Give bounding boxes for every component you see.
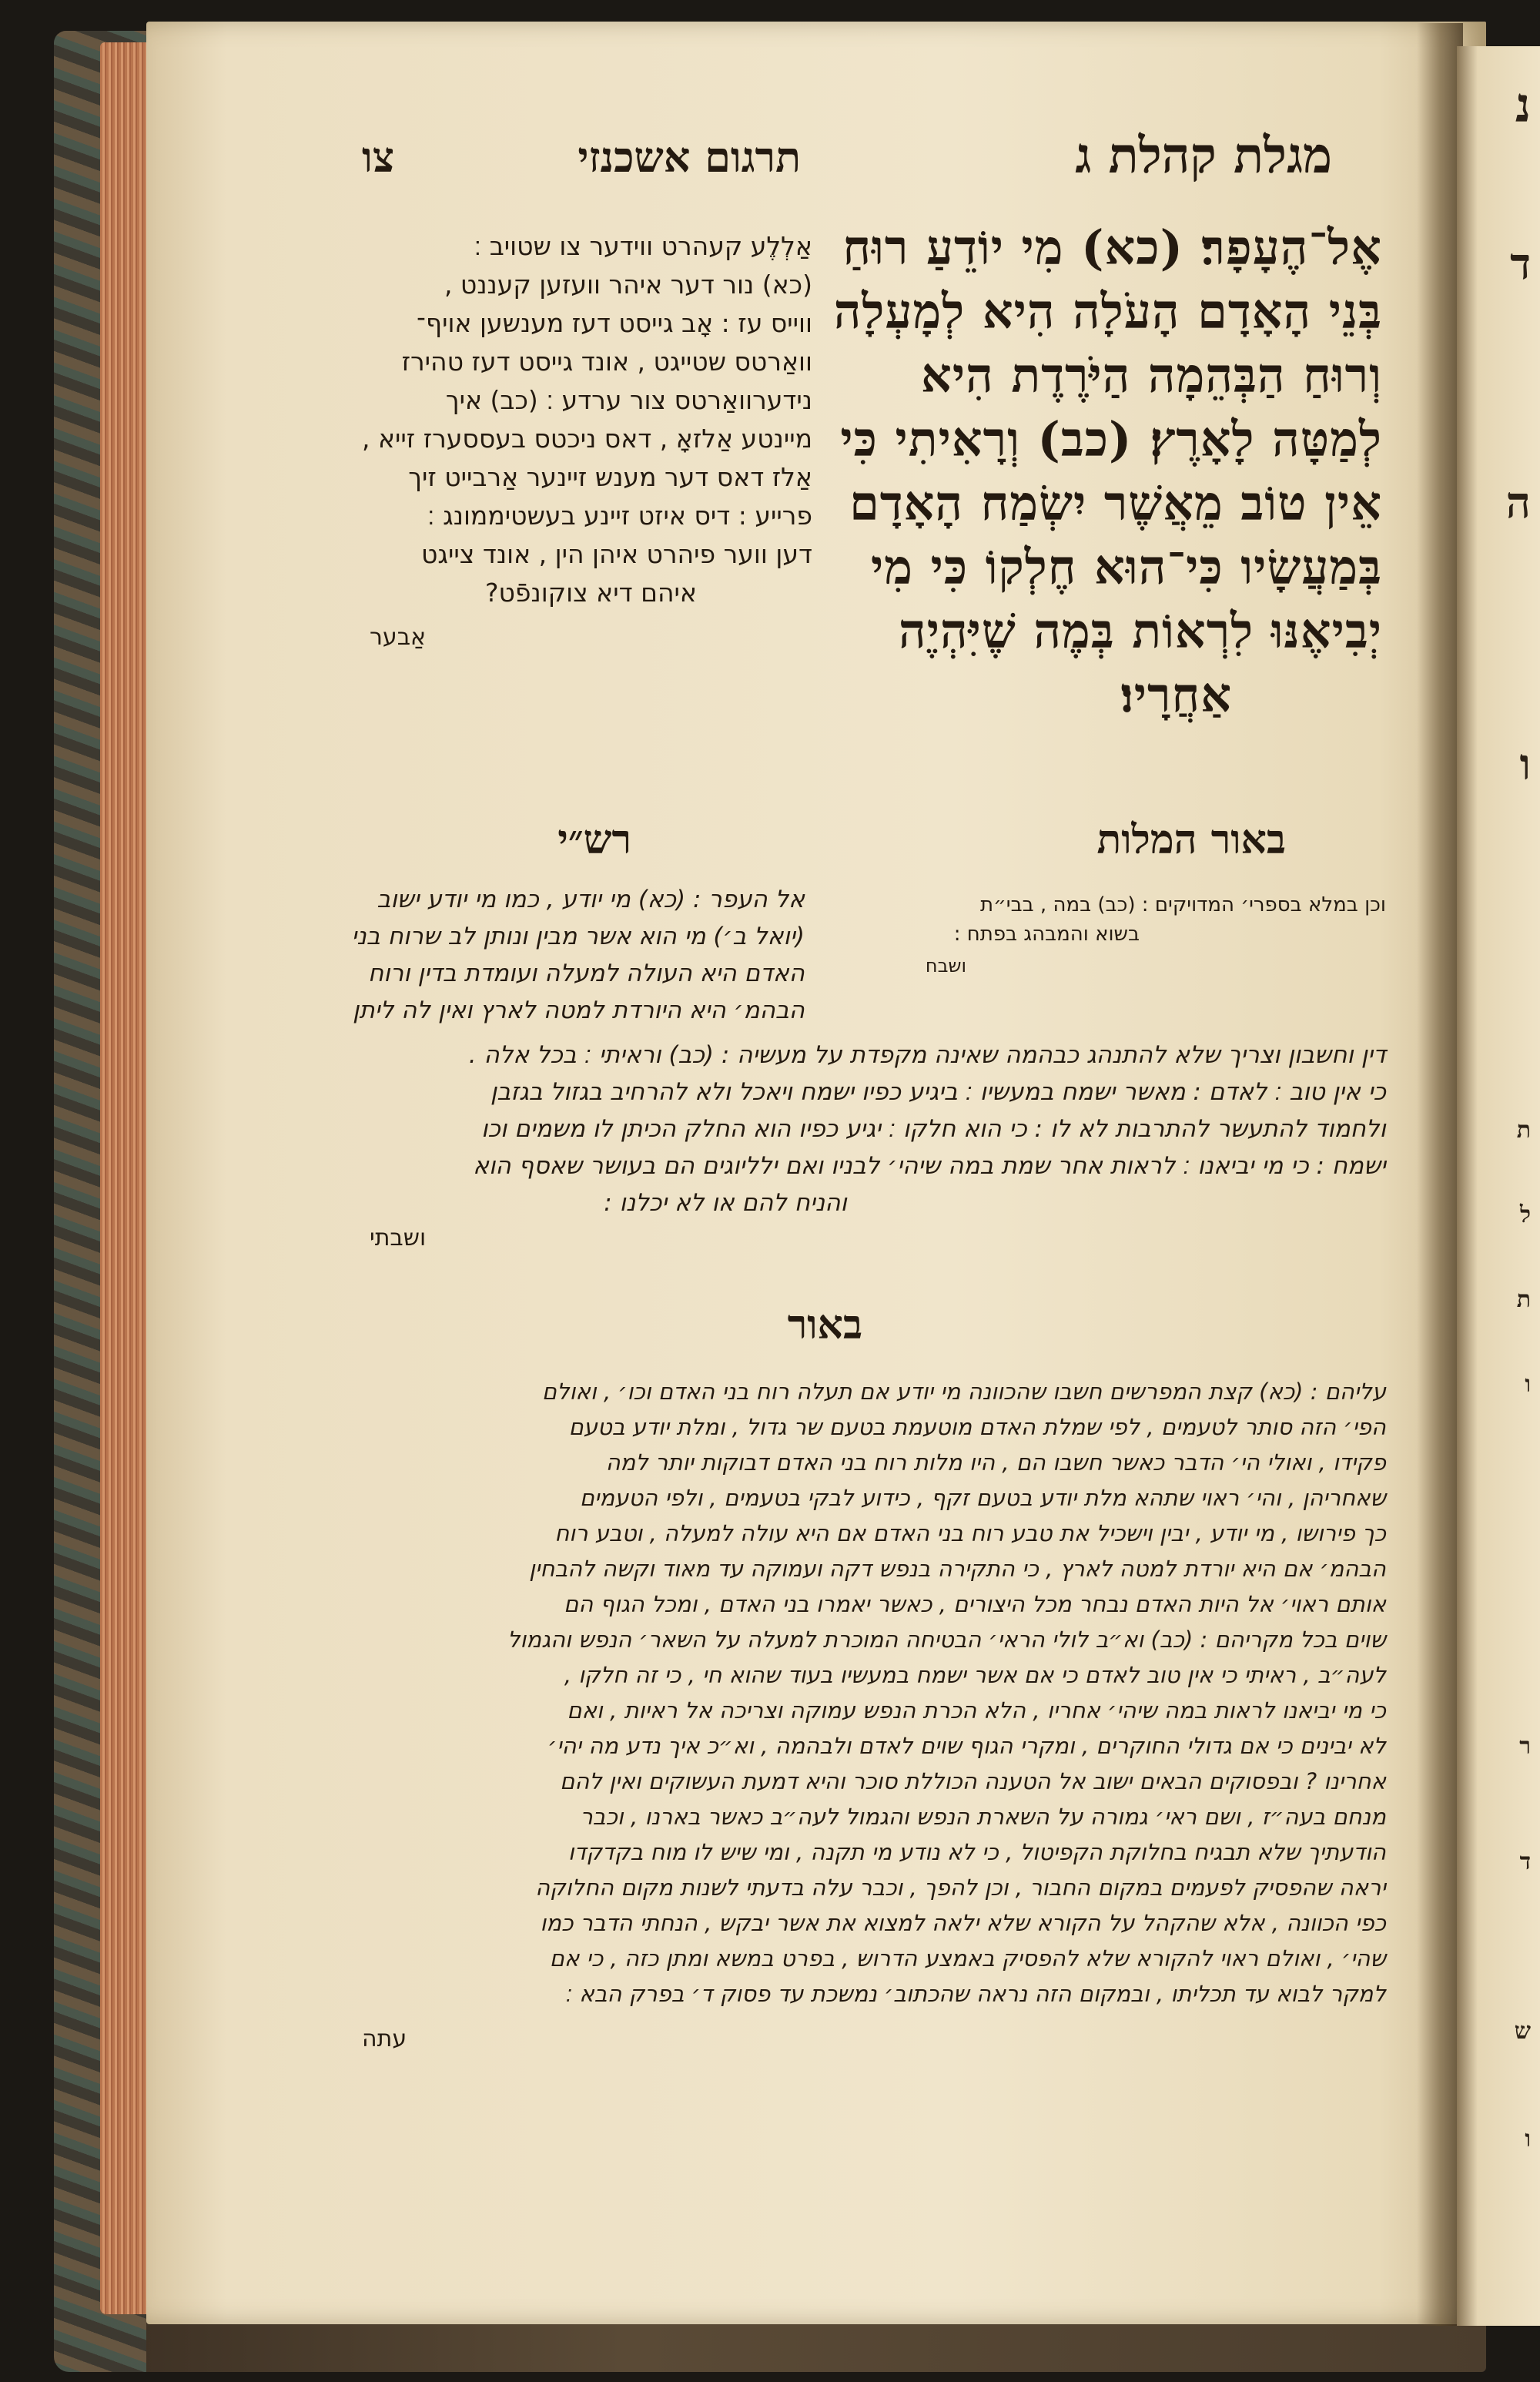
next-page-glyph: ו [1525,1371,1531,1398]
next-page-glyph: ו [1519,739,1531,790]
rashi-line: האדם היא העולה למעלה ועומדת בדין ורוח [368,960,805,987]
biur-line: יראה שהפסיק לפעמים במקום החבור , וכן להפך , וכבר עלה בדעתי לשנות מקום החלוקה [535,1874,1386,1901]
translation-line: מיינטע אַלזאָ , דאס ניכטס בעססערז זייא , [361,424,812,454]
next-page-glyph: ו [1525,2126,1531,2153]
main-text-line: אֵין טוֹב מֵאֲשֶׁר יִשְׂמַח הָאָדָם [849,475,1382,531]
biur-line: הבהמ׳ אם היא יורדת למטה לארץ , כי התקירה בנפש דקה ועמוקה עד מאוד וקשה להבחין [529,1556,1386,1582]
rashi-full-line: דין וחשבון וצריך שלא להתנהג כבהמה שאינה מקפדת על מעשיה : (כב) וראיתי ׃ בכל אלה . [468,1041,1386,1069]
rashi-full-line: כי אין טוב ׃ לאדם : מאשר ישמח במעשיו ׃ ביגיע כפיו ישמח ויאכל ולא להרחיב בגזול בגזבן [490,1078,1386,1106]
main-text-line: אַחֲרָיו׃ [1120,667,1232,723]
biur-line: שאחריהן , והי׳ ראוי שתהא מלת יודע בטעם זקף , כידוע לבקי בטעמים , ולפי הטעמים [579,1485,1386,1511]
biur-hamilot-line: בשוא והמבהג בפתח : [953,923,1140,946]
translation-line: וואַרטס שטייגט , אונד גייסט דעז טהירז [401,347,812,377]
biur-line: מנחם בעה״ז , ושם ראי׳ גמורה על השארת הנפש והגמול לעה״ב כאשר בארנו , וכבר [580,1804,1386,1830]
biur-line: הפי׳ הזה סותר לטעמים , לפי שמלת האדם מוטעמת בטעם שר גדול , ומלת יודע בטעם [568,1414,1386,1440]
biur-line: לא יבינים כי אם גדולי החוקרים , ומקרי הגוף שוים לאדם ולבהמה , וא״כ איך נדע מה יהי׳ [547,1733,1386,1759]
biur-line: אחרינו ? ובפסוקים הבאים ישוב אל הטענה הכוללת סוכר והיא דמעת העשוקים ואין להם [560,1768,1386,1794]
rashi-full-line: ישמח : כי מי יביאנו ׃ לראות אחר שמת במה שיהי׳ לבניו ואם ילליוגים הם בעושר שאסף הוא [473,1152,1386,1180]
translation-line: ווייס עז : אָב גייסט דעז מענשען אויף־ [417,308,812,338]
next-page-glyph: נ [1515,77,1531,133]
next-page-glyph: ד [1519,1848,1531,1875]
biur-hamilot-catchword: ושבח [925,955,966,977]
next-page-glyph: ל [1519,1201,1531,1228]
biur-title: באור [787,1302,862,1348]
running-head-book-title: מגלת קהלת ג [1075,127,1332,185]
page-gutter-shadow [1417,23,1463,2326]
next-page-glyph: ד [1510,239,1531,290]
biur-line: כי מי יביאנו לראות במה שיהי׳ אחריו , הלא הכרת הנפש עמוקה וצריכה אל ראיות , ואם [567,1697,1386,1724]
main-text-line: בְּמַעֲשָׂיו כִּי־הוּא חֶלְקוֹ כִּי מִי [870,539,1382,595]
translation-catchword: אַבער [370,624,427,651]
rashi-line: אל העפר : (כא) מי יודע , כמו מי יודע ישוב [377,886,805,913]
translation-line: דען ווער פיהרט איהן הין , אונד צייגט [421,539,812,569]
biur-line: שהי׳ , ואולם ראוי להקורא שלא להפסיק באמצע הדרוש , בפרט במשא ומתן כזה , כי אם [549,1945,1386,1972]
rashi-full-line: והניח להם או לא יכלנו : [604,1189,847,1217]
translation-line: נידערוואַרטס צור ערדע ׃ (כב) איך [445,385,812,415]
biur-line: לעה״ב , ראיתי כי אין טוב לאדם כי אם אשר ישמח במעשיו בעוד שהוא חי , כי זה חלקו , [564,1662,1386,1688]
rashi-title: רש״י [557,816,631,863]
main-text-line: יְבִיאֶנּוּ לִרְאוֹת בְּמֶה שֶׁיִּהְיֶה [899,603,1382,659]
biur-line: עליהם : (כא) קצת המפרשים חשבו שהכוונה מי יודע אם תעלה רוח בני האדם וכו׳ , ואולם [541,1379,1386,1405]
biur-line: פקידו , ואולי הי׳ הדבר כאשר חשבו הם , היו מלות רוח בני האדם דבוקות יותר למה [605,1449,1386,1476]
translation-line: אַלְלֶע קעהרט ווידער צו שטויב ׃ [474,231,812,261]
biur-line: הודעתיך שלא תבגיח בחלוקת הקפיטול , כי לא נודע מי תקנה , ומי שיש לו מוח בקדקדו [567,1839,1386,1865]
rashi-catchword: ושבתי [370,1225,427,1251]
main-text-line: בְּנֵי הָאָדָם הָעֹלָה הִיא לְמָעְלָה [833,283,1382,340]
translation-line: אַלז דאס דער מענש זיינער אַרבייט זיך [408,462,812,492]
translation-line: פרייע : דיס איזט זיינע בעשטיממונג ׃ [427,501,812,531]
main-text-line: וְרוּחַ הַבְּהֵמָה הַיֹּרֶדֶת הִיא [921,347,1382,404]
next-page-glyph: ה [1505,477,1531,528]
translation-line: (כא) נור דער איהר וועזען קעננט , [444,270,812,300]
main-text-line: אֶל־הֶעָפָר׃ (כא) מִי יוֹדֵעַ רוּחַ [842,219,1382,276]
biur-hamilot-line: וכן במלא בספרי׳ המדויקים : (כב) במה , בבי״ת [979,893,1386,916]
rashi-line: (יואל ב׳) מי הוא אשר מבין ונותן לב שרוח בני [351,923,805,950]
running-head-translation-title: תרגום אשכנזי [578,132,801,182]
biur-line: שוים בכל מקריהם : (כב) וא״ב לולי הראי׳ הבטיחה המוכרת למעלה על השאר׳ הנפש והגמול [507,1627,1386,1653]
translation-line: איהם דיא צוקונפֿט? [484,578,697,608]
biur-line: למקר לבוא עד תכליתו , ובמקום הזה נראה שהכתוב׳ נמשכת עד פסוק ד׳ בפרק הבא ׃ [565,1981,1386,2007]
biur-hamilot-title: באור המלות [1096,816,1286,863]
next-page-glyph: ת [1516,1286,1531,1313]
next-page-glyph: ש [1514,2018,1531,2045]
next-page-edge [1457,46,1540,2326]
rashi-full-line: ולחמוד להתעשר להתרבות לא לו : כי הוא חלקו ׃ יגיע כפיו הוא החלק הכיתן לו משמים וכו [481,1115,1386,1143]
biur-line: כפי הכוונה , אלא שהקהל על הקורא שלא ילאה למצוא את אשר יבקש , הנחתי הדבר כמו [540,1910,1386,1936]
biur-catchword: עתה [362,2025,407,2052]
biur-line: אותם ראוי׳ אל היות האדם נבחר מכל היצורים , כאשר יאמרו בני האדם , ומכל הגוף הם [564,1591,1386,1617]
rashi-line: הבהמ׳ היא היורדת למטה לארץ ואין לה ליתן [352,997,805,1024]
main-text-line: לְמַטָּה לָאָרֶץ׃ (כב) וְרָאִיתִי כִּי [840,411,1382,467]
next-page-glyph: ת [1516,1117,1531,1144]
page-number: צו [362,132,395,182]
next-page-glyph: ר [1519,1733,1531,1760]
biur-line: כך פירושו , מי יודע , יבין וישכיל את טבע רוח בני האדם אם היא עולה למעלה , וטבע רוח [554,1520,1386,1546]
